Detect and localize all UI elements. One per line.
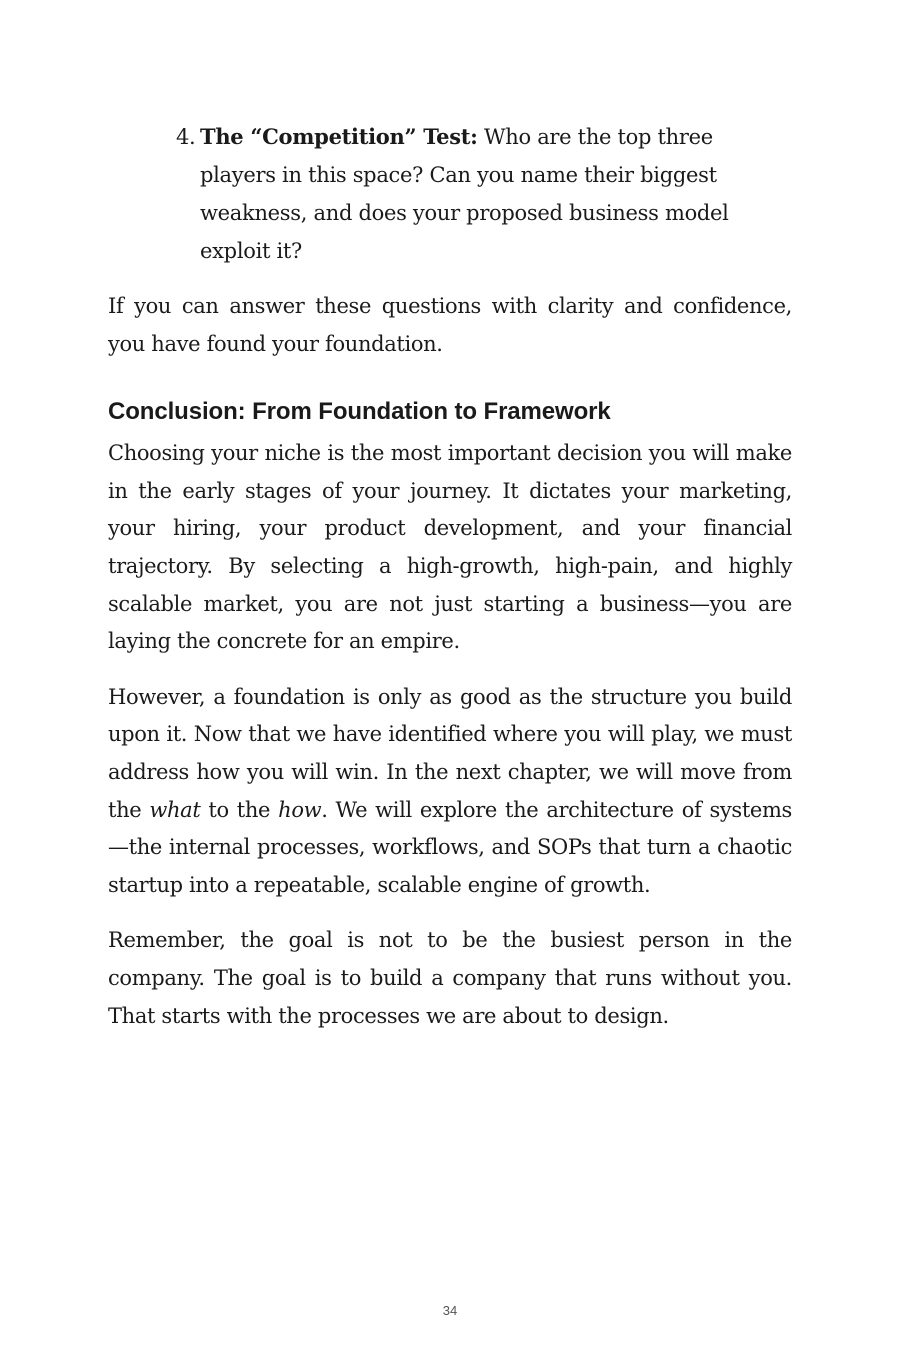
- paragraph-1: Choosing your niche is the most important decision you will make in the early stages of your journey. It dictates your marketing, your hiring, your product development, and your financial trajectory. By selecting a high-growth, high-pain, and highly scalable market, you are not just starting a business—you are laying the concrete for an empire.: [108, 441, 792, 654]
- section-heading: Conclusion: From Foundation to Framework: [108, 398, 611, 426]
- list-item-lead: The “Competition” Test:: [200, 124, 478, 149]
- page-number: 34: [442, 1303, 458, 1318]
- paragraph-3: Remember, the goal is not to be the busiest person in the company. The goal is to build a company that runs without you. That starts with the processes we are about to design.: [108, 928, 792, 1028]
- list-item: [176, 118, 792, 270]
- paragraph-2-emphasis-what: what: [149, 797, 201, 822]
- paragraph-2-part-3: . We will explore the architecture of systems—the internal processes, workflows, and SOPs that turn a chaotic startup into a repeatable, scalable engine of growth.: [108, 797, 792, 897]
- paragraph-2-part-2: to the: [200, 797, 279, 822]
- paragraph-2-emphasis-how: how: [278, 797, 322, 822]
- list-item-text: Who are the top three players in this space? Can you name their biggest weakness, and does your proposed business model exploit it?: [200, 125, 729, 263]
- paragraph-2: [108, 679, 792, 905]
- intro-paragraph: If you can answer these questions with clarity and confidence, you have found your foundation.: [108, 294, 792, 356]
- paragraph-2-part-1: However, a foundation is only as good as the structure you build upon it. Now that we have identified where you will play, we must address how you will win. In the next chapter, we will move from the: [108, 684, 792, 822]
- page-content: [108, 118, 792, 1035]
- list-item-number: 4.: [176, 125, 196, 149]
